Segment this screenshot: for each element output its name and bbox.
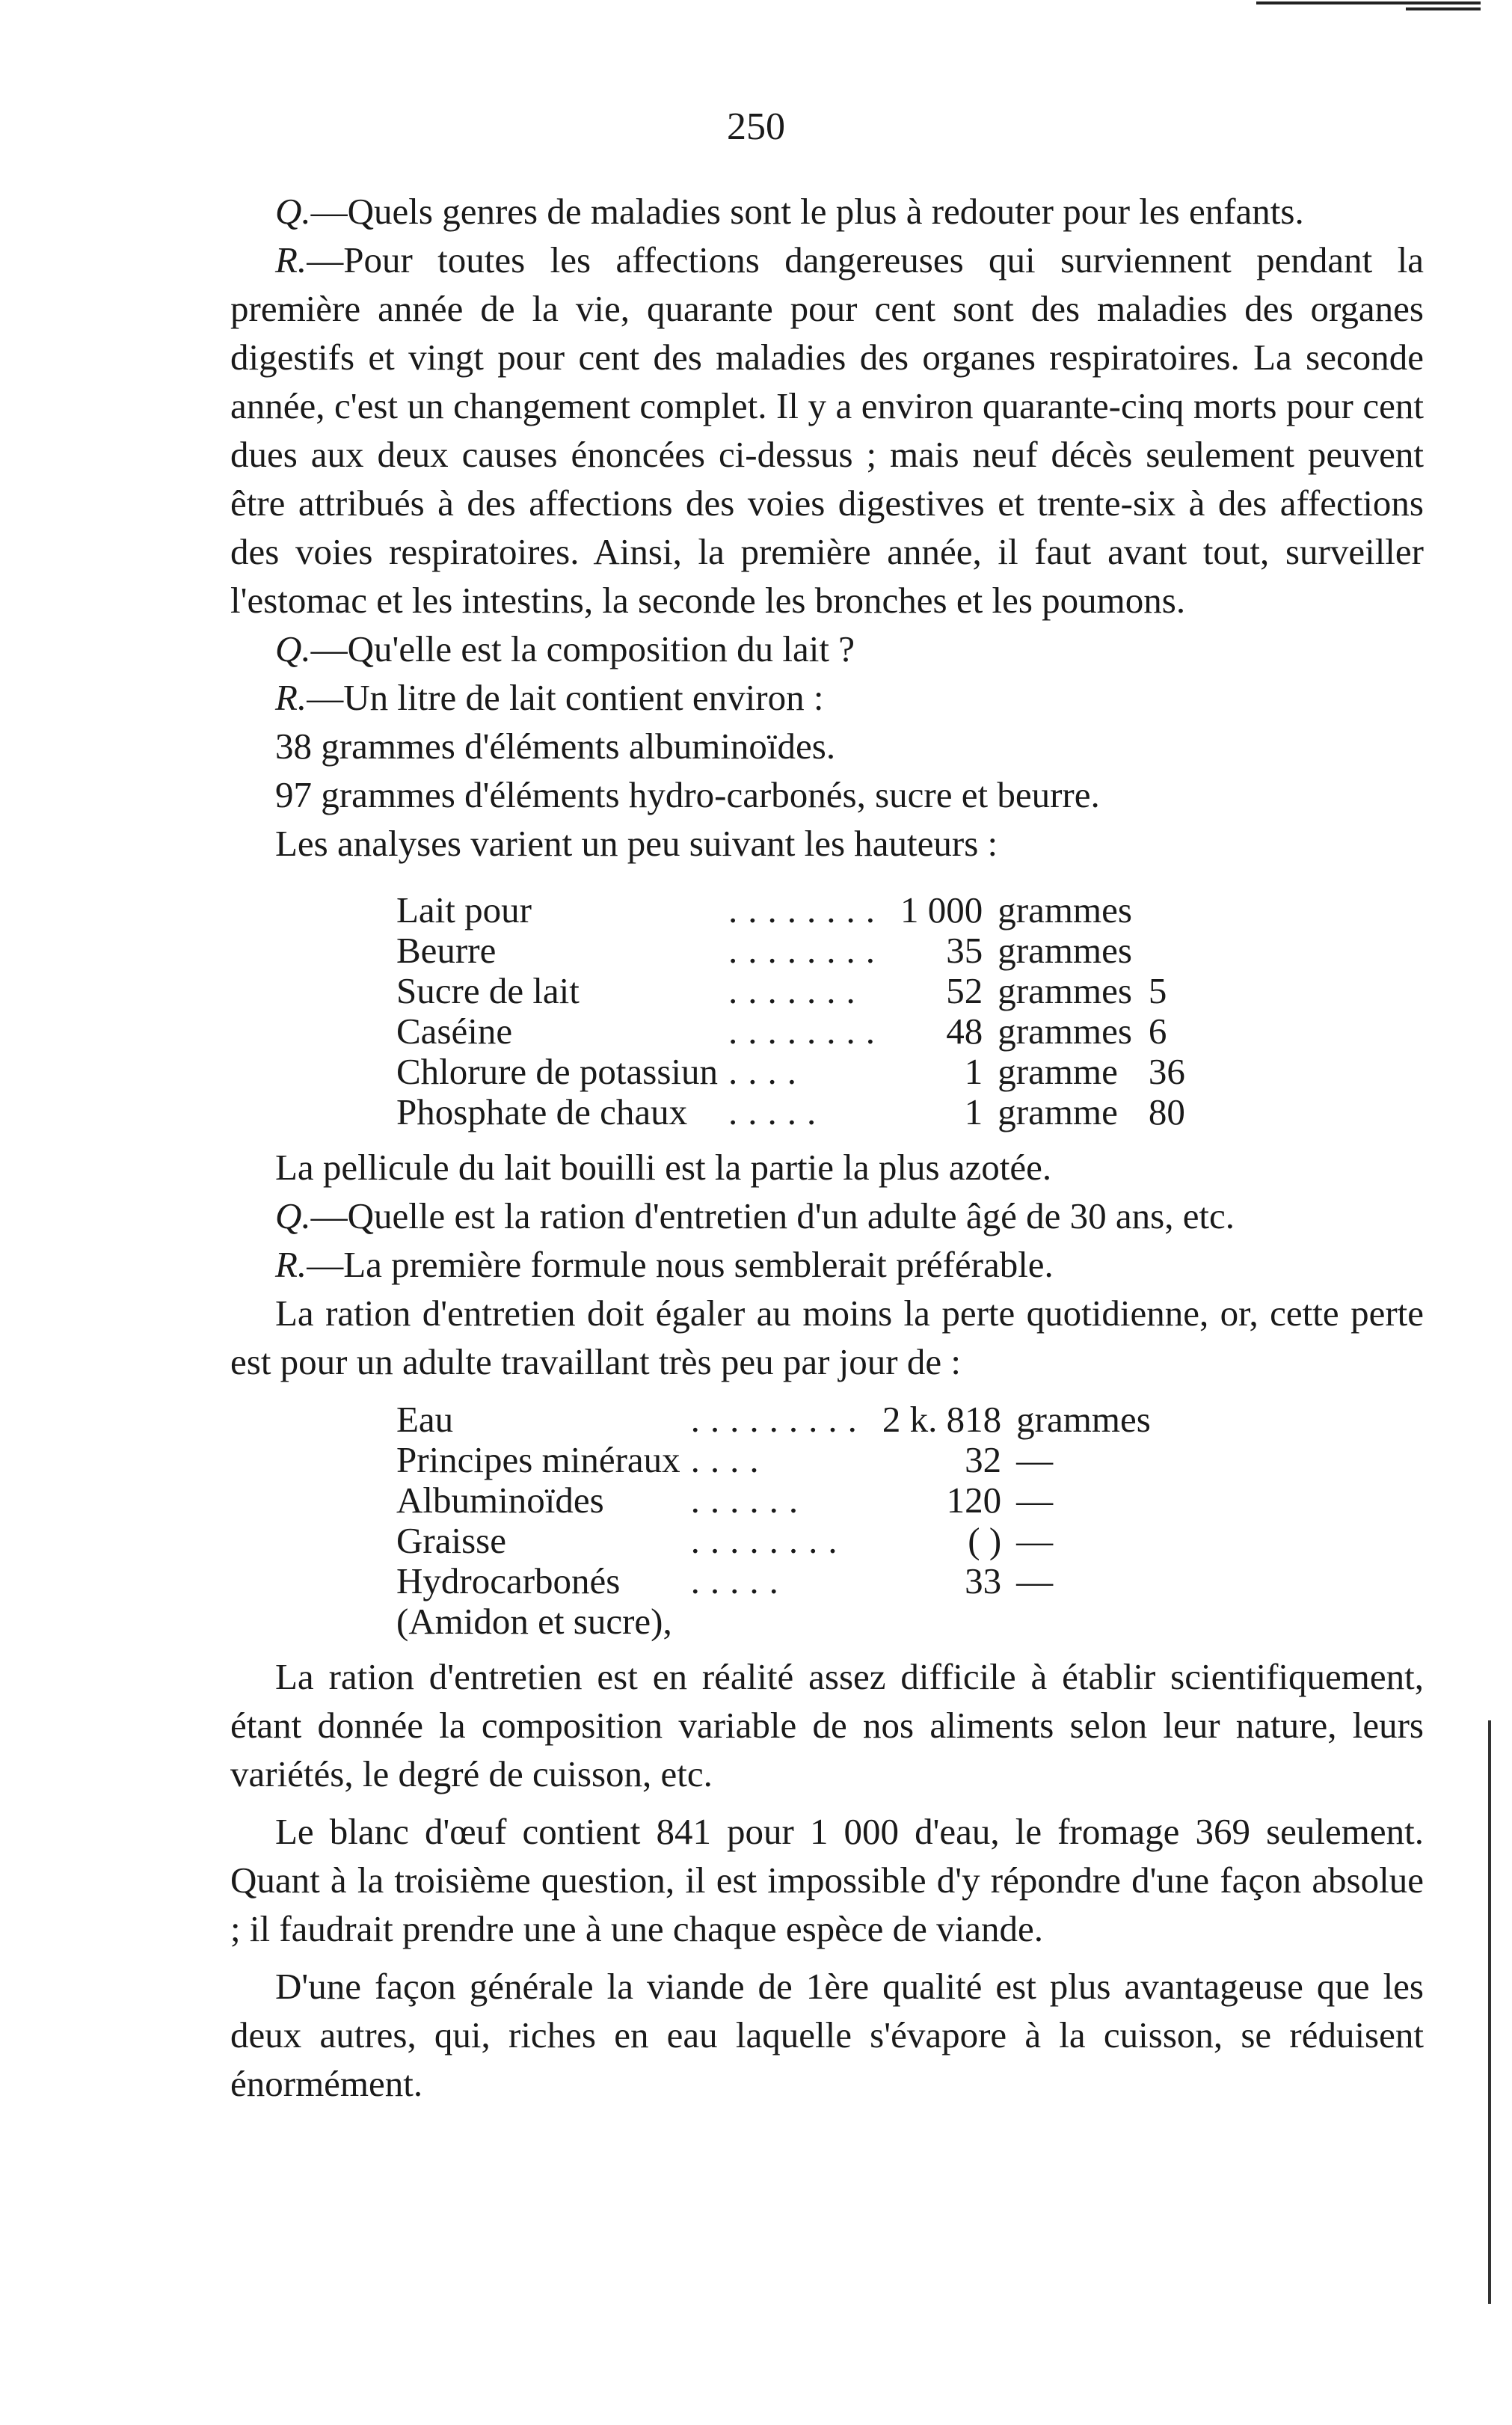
paragraph-line: Les analyses varient un peu suivant les hauteurs : (275, 823, 998, 864)
table-extra: 36 (1148, 1051, 1185, 1092)
table-quantity: 1 000 (900, 889, 983, 931)
scan-edge-mark (1488, 1720, 1491, 2304)
paragraph-text: —Qu'elle est la composition du lait ? (310, 628, 855, 669)
table-row (396, 1052, 1185, 1092)
table-unit: — (1016, 1480, 1054, 1521)
table-item: Beurre (396, 930, 497, 971)
table-row (396, 1440, 1151, 1480)
table-quantity: 2 k. 818 (882, 1399, 1002, 1440)
table-item: Graisse (396, 1520, 506, 1561)
table-quantity: 120 (946, 1480, 1002, 1521)
table-item: Lait pour (396, 889, 532, 931)
table-item: Caséine (396, 1011, 513, 1052)
page-body (230, 187, 1424, 2108)
table-unit: — (1016, 1439, 1054, 1480)
answer-label: R. (275, 1244, 307, 1285)
table-row (396, 1601, 1151, 1642)
table-item: Albuminoïdes (396, 1480, 604, 1521)
table-row (396, 1521, 1151, 1561)
table-quantity: 48 (946, 1011, 983, 1052)
table-row (396, 971, 1185, 1011)
paragraph-r3 (230, 1240, 1424, 1289)
table-item: Chlorure de potassiun (396, 1051, 719, 1092)
table-item: Sucre de lait (396, 970, 580, 1011)
paragraph-r1 (230, 236, 1424, 625)
paragraph-text: —La première formule nous semblerait préférable. (307, 1244, 1054, 1285)
paragraph-closing: Le blanc d'œuf contient 841 pour 1 000 d'eau, le fromage 369 seulement. Quant à la troisième question, il est impossible d'y répondre d'une façon absolue ; il faudrait prendre une à une chaque espèce de viande. (230, 1811, 1424, 1949)
table-quantity: 35 (946, 930, 983, 971)
paragraph-line: 38 grammes d'éléments albuminoïdes. (275, 726, 836, 767)
paragraph-text: —Quels genres de maladies sont le plus à redouter pour les enfants. (310, 191, 1304, 232)
table-item: Hydrocarbonés (396, 1560, 621, 1601)
table-leader-dots: ........ (728, 1011, 886, 1052)
milk-composition-table (396, 890, 1185, 1132)
table-extra (1132, 890, 1185, 931)
table-leader-dots: ..... (728, 1091, 827, 1132)
table-leader-dots: .... (690, 1439, 769, 1480)
table-leader-dots: ......... (690, 1399, 867, 1440)
table-leader-dots: ...... (690, 1480, 809, 1521)
table-unit: gramme (998, 1051, 1118, 1092)
paragraph-text: —Quelle est la ration d'entretien d'un adulte âgé de 30 ans, etc. (310, 1195, 1235, 1236)
ration-table (396, 1399, 1151, 1642)
scan-edge-mark (1406, 7, 1481, 10)
table-unit: — (1016, 1520, 1054, 1561)
table-unit: — (1016, 1560, 1054, 1601)
table-unit: grammes (998, 889, 1132, 931)
table-quantity: 1 (964, 1051, 983, 1092)
table-unit: grammes (998, 1011, 1132, 1052)
paragraph-line: La pellicule du lait bouilli est la partie la plus azotée. (275, 1147, 1052, 1188)
table-note: (Amidon et sucre), (396, 1601, 672, 1642)
paragraph-text: —Un litre de lait contient environ : (307, 677, 824, 718)
scan-edge-mark (1256, 1, 1481, 4)
answer-label: R. (275, 677, 307, 718)
table-row (396, 931, 1185, 971)
table-extra: 5 (1148, 970, 1167, 1011)
table-leader-dots: ....... (728, 970, 866, 1011)
question-label: Q. (275, 191, 311, 232)
table-extra: 80 (1148, 1091, 1185, 1132)
paragraph-closing: La ration d'entretien est en réalité assez difficile à établir scientifiquement, étant donnée la composition variable de nos aliments selon leur nature, leurs variétés, le degré de cuisson, etc. (230, 1656, 1424, 1794)
table-row (396, 1092, 1185, 1132)
question-label: Q. (275, 1195, 311, 1236)
table-quantity: 32 (965, 1439, 1002, 1480)
table-leader-dots: ........ (728, 889, 886, 931)
paragraph-q3 (230, 1192, 1424, 1240)
table-row (396, 1011, 1185, 1052)
table-leader-dots: .... (728, 1051, 808, 1092)
table-quantity: 52 (946, 970, 983, 1011)
answer-label: R. (275, 239, 307, 280)
table-row (396, 1561, 1151, 1601)
table-unit: grammes (998, 970, 1132, 1011)
table-row (396, 1480, 1151, 1521)
table-extra: 6 (1148, 1011, 1167, 1052)
paragraph-q2 (230, 625, 1424, 673)
table-leader-dots: ........ (690, 1520, 848, 1561)
paragraph-closing: D'une façon générale la viande de 1ère qualité est plus avantageuse que les deux autres, qui, riches en eau laquelle s'évapore à la cuisson, se réduisent énormément. (230, 1966, 1424, 2104)
table-leader-dots: ........ (728, 930, 886, 971)
paragraph-line: La ration d'entretien doit égaler au moins la perte quotidienne, or, cette perte est pour un adulte travaillant très peu par jour de : (230, 1293, 1424, 1382)
paragraph-r2 (230, 673, 1424, 722)
table-row (396, 1399, 1151, 1440)
table-item: Eau (396, 1399, 454, 1440)
paragraph-line: 97 grammes d'éléments hydro-carbonés, sucre et beurre. (275, 774, 1100, 815)
page-number: 250 (727, 105, 785, 148)
table-quantity: 33 (965, 1560, 1002, 1601)
table-extra (1132, 931, 1185, 971)
table-item: Principes minéraux (396, 1439, 680, 1480)
table-unit: grammes (1016, 1399, 1151, 1440)
table-quantity: 1 (964, 1091, 983, 1132)
table-row (396, 890, 1185, 931)
table-quantity: ( ) (968, 1520, 1002, 1561)
question-label: Q. (275, 628, 311, 669)
table-leader-dots: ..... (690, 1560, 789, 1601)
table-item: Phosphate de chaux (396, 1091, 688, 1132)
table-unit: grammes (998, 930, 1132, 971)
paragraph-q1 (230, 187, 1424, 236)
table-unit: gramme (998, 1091, 1118, 1132)
paragraph-text: —Pour toutes les affections dangereuses qui surviennent pendant la première année de la vie, quarante pour cent sont des maladies des organes digestifs et vingt pour cent des maladies des organes respiratoires. La seconde année, c'est un changement complet. Il y a environ quarante-cinq morts pour cent dues aux deux causes énoncées ci-dessus ; mais neuf décès seulement peuvent être attribués à des affections des voies digestives et trente-six à des affections des voies respiratoires. Ainsi, la première année, il faut avant tout, surveiller l'estomac et les intestins, la seconde les bronches et les poumons. (230, 239, 1424, 621)
